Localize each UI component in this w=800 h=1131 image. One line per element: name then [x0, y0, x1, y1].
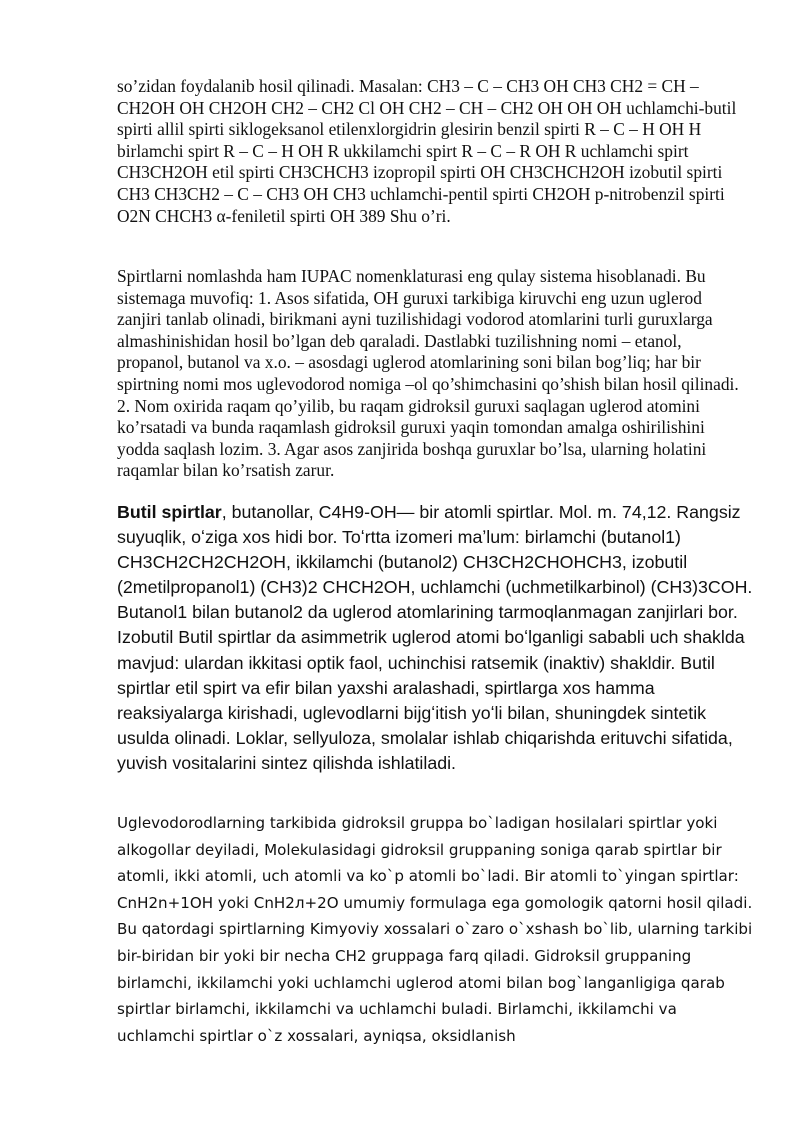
paragraph-butyl-alcohols [117, 500, 757, 776]
butyl-alcohols-description: , butanollar, C4H9-OH— bir atomli spirtlar. Mol. m. 74,12. Rangsiz suyuqlik, oʻziga xos hidi bor. Toʻrtta izomeri maʼlum: birlamchi (butanol1) CH3CH2CH2CH2OH, ikkilamchi (butanol2) CH3CH2CHOHCH3, izobutil (2metilpropanol1) (CH3)2 CHCH2OH, uchlamchi (uchmetilkarbinol) (CH3)3COH. Butanol1 bilan butanol2 da uglerod atomlarining tarmoqlanmagan zanjirlari bor. Izobutil Butil spirtlar da asimmetrik uglerod atomi boʻlganligi sababli uch shaklda mavjud: ulardan ikkitasi optik faol, uchinchisi ratsemik (inaktiv) shakldir. Butil spirtlar etil spirt va efir bilan yaxshi aralashadi, spirtlarga xos hamma reaksiyalarga kirishadi, uglevodlarni bijgʻitish yoʻli bilan, shuningdek sintetik usulda olinadi. Loklar, sellyuloza, smolalar ishlab chiqarishda erituvchi sifatida, yuvish vositalarini sintez qilishda ishlatiladi. [117, 502, 753, 773]
paragraph-hydrocarbon-alcohols: Uglevodorodlarning tarkibida gidroksil gruppa bo`ladigan hosilalari spirtlar yoki alkogollar deyiladi, Molekulasidagi gidroksil gruppaning soniga qarab spirtlar bir atomli, ikki atomli, uch atomli va ko`p atomli bo`ladi. Bir atomli to`yingan spirtlar: СnH2n+1OH yoki CnH2л+2O umumiy formulaga ega gomologik qatorni hosil qiladi. Bu qatordagi spirtlarning Kimyoviy xossalari o`zaro o`xshash bo`lib, ularning tarkibi bir-biridan bir yoki bir necha CH2 gruppaga farq qiladi. Gidroksil gruppaning birlamchi, ikkilamchi yoki uchlamchi uglerod atomi bilan bog`langanligiga qarab spirtlar birlamchi, ikkilamchi va uchlamchi buladi. Birlamchi, ikkilamchi va uchlamchi spirtlar o`z xossalari, ayniqsa, oksidlanish [117, 814, 753, 1045]
paragraph-iupac-nomenclature: Spirtlarni nomlashda ham IUPAC nomenklaturasi eng qulay sistema hisoblanadi. Bu sistemaga muvofiq: 1. Asos sifatida, OH guruxi tarkibiga kiruvchi eng uzun uglerod zanjiri tanlab olinadi, birikmani ayni tuzilishidagi vodorod atomlarini turli guruxlarga almashinishidan hosil bo’lgan deb qaraladi. Dastlabki tuzilishning nomi – etanol, propanol, butanol va x.o. – asosdagi uglerod atomlarining soni bilan bog’liq; har bir spirtning nomi mos uglevodorod nomiga –ol qo’shimchasini qo’shish bilan hosil qilinadi. 2. Nom oxirida raqam qo’yilib, bu raqam gidroksil guruxi saqlagan uglerod atomini ko’rsatadi va bunda raqamlash gidroksil guruxi yaqin tomondan amalga oshirilishini yodda saqlash lozim. 3. Agar asos zanjirida boshqa guruxlar bo’lsa, ularning holatini raqamlar bilan ko’rsatish zarur. [117, 266, 739, 481]
butyl-alcohols-term: Butil spirtlar [117, 502, 222, 522]
paragraph-alcohol-examples: so’zidan foydalanib hosil qilinadi. Masalan: CH3 – C – CH3 OH CH3 CH2 = CH – CH2OH OH CH2OH CH2 – CH2 Cl OH CH2 – CH – CH2 OH OH OH uchlamchi-butil spirti allil spirti siklogeksanol etilenxlorgidrin glesirin benzil spirti R – C – H OH H birlamchi spirt R – C – H OH R ukkilamchi spirt R – C – R OH R uchlamchi spirt CH3CH2OH etil spirti CH3CHCH3 izopropil spirti OH CH3CHCH2OH izobutil spirti CH3 CH3CH2 – C – CH3 OH CH3 uchlamchi-pentil spirti CH2OH p-nitrobenzil spirti O2N CHCH3 α-feniletil spirti OH 389 Shu o’ri. [117, 76, 737, 226]
